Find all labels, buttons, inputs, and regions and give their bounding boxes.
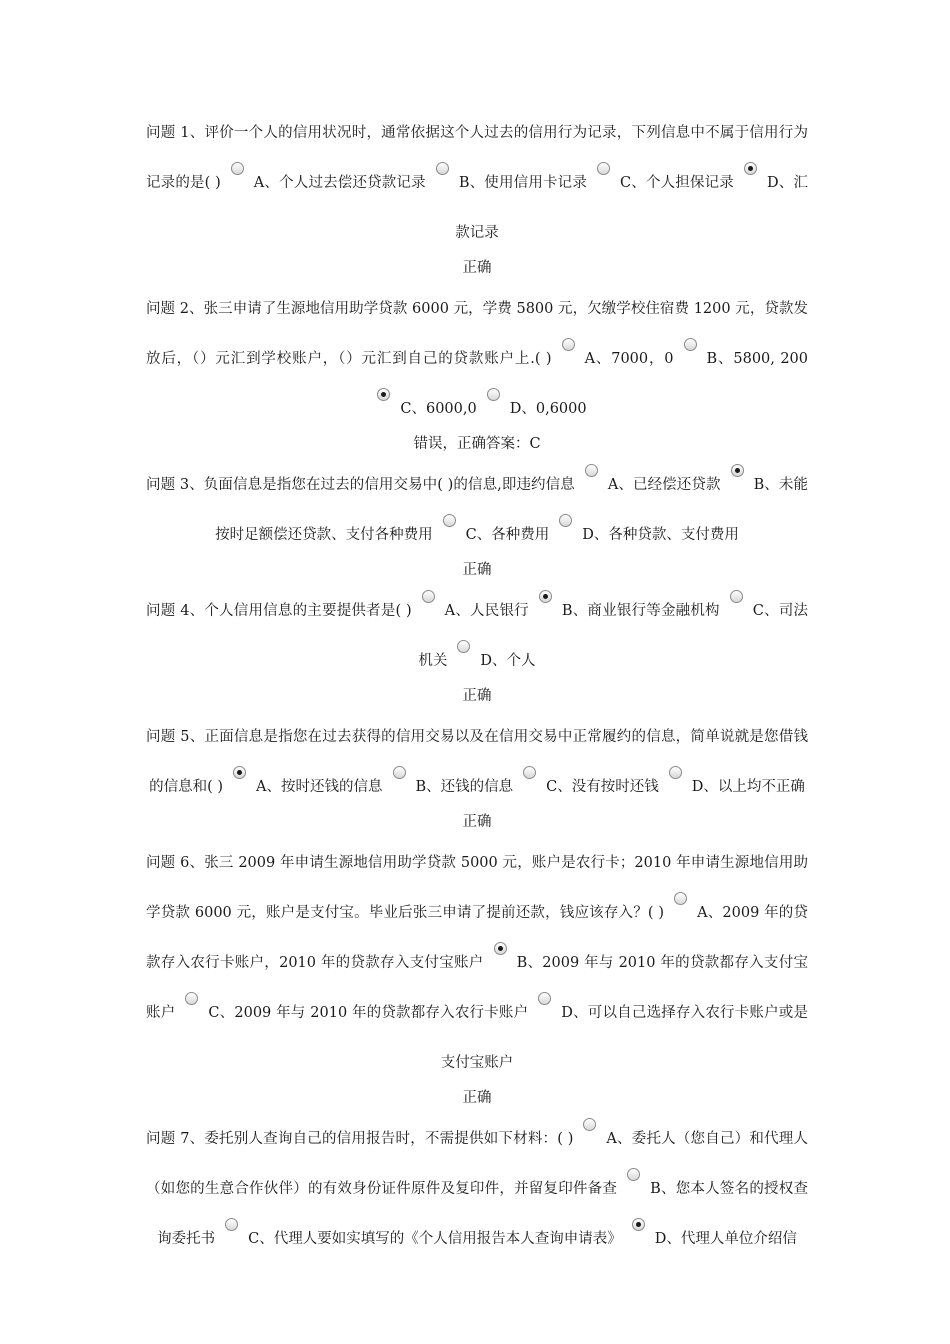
option-label: C、6000,0 (400, 401, 477, 417)
question-block (146, 460, 808, 580)
option-label: D、以上均不正确 (691, 779, 805, 795)
option-radio[interactable] (523, 766, 536, 779)
question-text: 问题 3、负面信息是指您在过去的信用交易中( )的信息,即违约信息 (146, 477, 575, 493)
question-block (146, 108, 808, 278)
question-block (146, 586, 808, 706)
option-radio[interactable] (233, 766, 246, 779)
option-label: A、7000，0 (584, 351, 674, 367)
question-body (146, 838, 808, 1088)
option-label: D、个人 (480, 653, 536, 669)
option-radio[interactable] (684, 338, 697, 351)
option-radio[interactable] (443, 514, 456, 527)
option-label: B、使用信用卡记录 (458, 175, 588, 191)
option-radio[interactable] (632, 1218, 645, 1231)
option-radio[interactable] (393, 766, 406, 779)
question-body (146, 586, 808, 686)
option-label: A、人民银行 (444, 603, 529, 619)
option-radio[interactable] (730, 590, 743, 603)
option-radio[interactable] (231, 162, 244, 175)
quiz-page (146, 108, 808, 1264)
option-radio[interactable] (538, 992, 551, 1005)
answer-result: 正确 (462, 562, 492, 578)
option-label: C、各种费用 (465, 527, 550, 543)
option-label: A、按时还钱的信息 (256, 779, 383, 795)
option-label: D、0,6000 (509, 401, 587, 417)
option-label: B、您本人签名的授权查询委托书 (157, 1181, 809, 1247)
option-label: C、个人担保记录 (620, 175, 734, 191)
option-label: A、个人过去偿还贷款记录 (253, 175, 426, 191)
answer-result: 正确 (462, 814, 492, 830)
option-radio[interactable] (583, 1118, 596, 1131)
option-label: A、已经偿还贷款 (607, 477, 721, 493)
option-label: B、5800, 200 (706, 351, 809, 367)
option-radio[interactable] (585, 464, 598, 477)
answer-result: 错误，正确答案：C (413, 436, 541, 452)
option-label: C、没有按时还钱 (546, 779, 659, 795)
option-label: D、代理人单位介绍信 (654, 1231, 797, 1247)
answer-result: 正确 (462, 688, 492, 704)
option-radio[interactable] (669, 766, 682, 779)
option-radio[interactable] (627, 1168, 640, 1181)
question-body (146, 1114, 808, 1264)
option-radio[interactable] (422, 590, 435, 603)
option-label: D、各种贷款、支付费用 (582, 527, 739, 543)
option-label: C、代理人要如实填写的《个人信用报告本人查询申请表》 (248, 1231, 622, 1247)
question-block (146, 712, 808, 832)
option-label: D、可以自己选择存入农行卡账户或是支付宝账户 (440, 1005, 808, 1071)
option-label: A、委托人（您自己）和代理人（如您的生意合作伙伴）的有效身份证件原件及复印件，并留复印件备查 (146, 1131, 808, 1197)
option-radio[interactable] (185, 992, 198, 1005)
question-body (146, 460, 808, 560)
option-radio[interactable] (559, 514, 572, 527)
answer-result: 正确 (462, 260, 492, 276)
option-label: A、2009 年的贷款存入农行卡账户，2010 年的贷款存入支付宝账户 (146, 905, 809, 971)
option-radio[interactable] (494, 942, 507, 955)
option-radio[interactable] (731, 464, 744, 477)
question-body (146, 284, 808, 434)
option-radio[interactable] (377, 388, 390, 401)
question-block (146, 284, 808, 454)
question-text: 问题 5、正面信息是指您在过去获得的信用交易以及在信用交易中正常履约的信息，简单说就是您借钱的信息和( ) (146, 729, 808, 795)
question-block (146, 838, 808, 1108)
question-body (146, 108, 808, 258)
question-text: 问题 4、个人信用信息的主要提供者是( ) (146, 603, 412, 619)
option-radio[interactable] (225, 1218, 238, 1231)
option-label: B、商业银行等金融机构 (561, 603, 720, 619)
option-label: D、汇款记录 (455, 175, 808, 241)
option-label: B、2009 年与 2010 年的贷款都存入支付宝账户 (146, 955, 808, 1021)
option-radio[interactable] (436, 162, 449, 175)
question-block (146, 1114, 808, 1264)
option-label: C、2009 年与 2010 年的贷款都存入农行卡账户 (208, 1005, 529, 1021)
question-text: 问题 1、评价一个人的信用状况时，通常依据这个人过去的信用行为记录，下列信息中不属于信用行为记录的是( ) (146, 125, 808, 191)
option-radio[interactable] (674, 892, 687, 905)
option-radio[interactable] (597, 162, 610, 175)
question-text: 问题 2、张三申请了生源地信用助学贷款 6000 元，学费 5800 元，欠缴学校住宿费 1200 元，贷款发放后，（）元汇到学校账户，（）元汇到自己的贷款账户上.( ) (146, 301, 808, 367)
answer-result: 正确 (462, 1090, 492, 1106)
option-label: B、还钱的信息 (415, 779, 514, 795)
option-radio[interactable] (562, 338, 575, 351)
question-text: 问题 6、张三 2009 年申请生源地信用助学贷款 5000 元，账户是农行卡；2010 年申请生源地信用助学贷款 6000 元，账户是支付宝。毕业后张三申请了提前还款，钱应该存入？( ) (146, 855, 808, 921)
option-label: B、未能按时足额偿还贷款、支付各种费用 (215, 477, 808, 543)
option-radio[interactable] (744, 162, 757, 175)
option-radio[interactable] (539, 590, 552, 603)
question-body (146, 712, 808, 812)
option-label: C、司法机关 (418, 603, 808, 669)
option-radio[interactable] (457, 640, 470, 653)
option-radio[interactable] (487, 388, 500, 401)
question-text: 问题 7、委托别人查询自己的信用报告时，不需提供如下材料：( ) (146, 1131, 574, 1147)
